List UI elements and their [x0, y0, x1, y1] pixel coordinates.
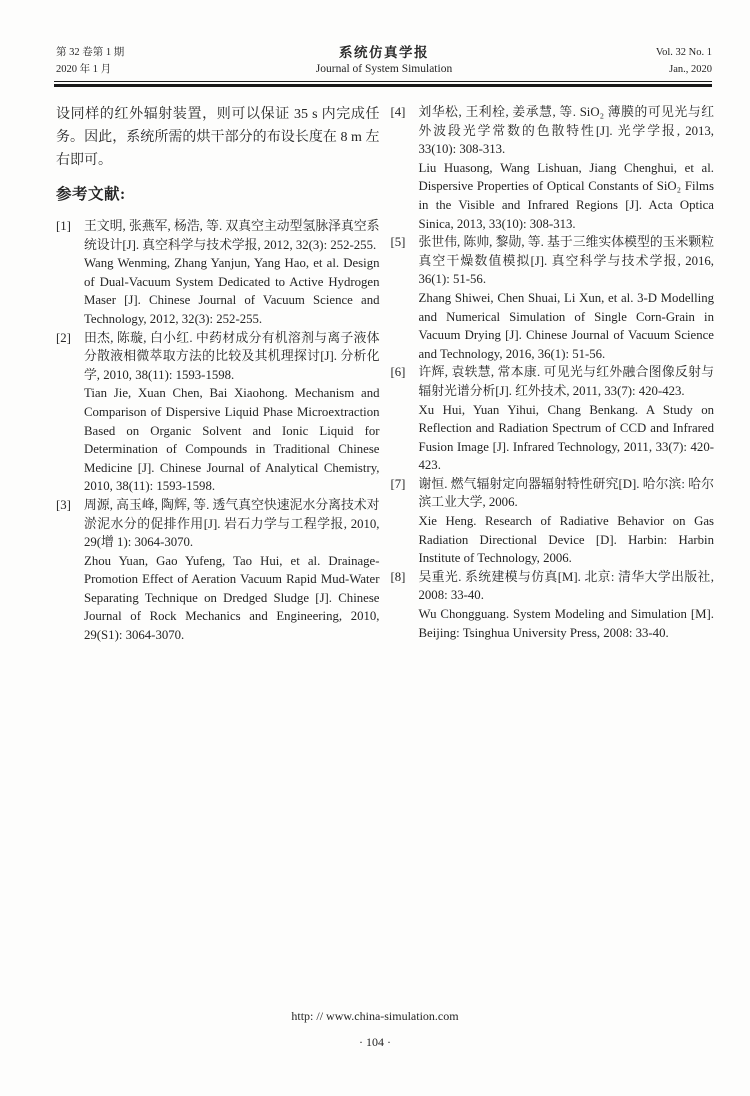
reference-text: [84, 496, 380, 645]
issue-number-zh: 第 32 卷第 1 期: [56, 47, 125, 58]
divider-thick-line: [54, 84, 712, 87]
reference-text-zh: 谢恒. 燃气辐射定向器辐射特性研究[D]. 哈尔滨: 哈尔滨工业大学, 2006.: [418, 476, 714, 510]
reference-text: [84, 217, 380, 329]
reference-text-en: Tian Jie, Xuan Chen, Bai Xiaohong. Mechanism and Comparison of Dispersive Liquid Phase Microextraction Based on Organic Solvent and Ionic Liquid for Determination of Compounds in Traditional Chinese Medicine [J]. Chinese Journal of Analytical Chemistry, 2010, 38(11): 1593-1598.: [84, 386, 380, 494]
journal-title-zh: 系统仿真学报: [339, 45, 429, 60]
right-column: [391, 103, 715, 645]
reference-text-en: Xie Heng. Research of Radiative Behavior on Gas Radiation Directional Device [D]. Harbin: Harbin Institute of Technology, 2006.: [418, 514, 714, 566]
journal-title-en: Journal of System Simulation: [315, 63, 453, 75]
references-heading: 参考文献:: [56, 186, 126, 203]
issue-date-en: Jan., 2020: [669, 64, 712, 75]
reference-item-7: [391, 475, 715, 568]
reference-text-en: Xu Hui, Yuan Yihui, Chang Benkang. A Study on Reflection and Radiation Spectrum of CCD and Infrared Fusion Image [J]. Infrared Technology, 2011, 33(7): 420-423.: [418, 402, 714, 473]
reference-text: [419, 103, 715, 233]
reference-id: [8]: [390, 569, 406, 584]
reference-text-zh: 田杰, 陈璇, 白小红. 中药材成分有机溶剂与离子液体分散液相微萃取方法的比较及其机理探讨[J]. 分析化学, 2010, 38(11): 1593-1598.: [84, 330, 380, 382]
reference-text: [419, 475, 715, 568]
header-divider-rule: [54, 81, 712, 87]
reference-id: [4]: [390, 105, 406, 119]
journal-header: [56, 44, 712, 78]
reference-text-en: Wang Wenming, Zhang Yanjun, Yang Hao, et al. Design of Dual-Vacuum System Dedicated to Active Hydrogen Maser [J]. Chinese Journal of Vacuum Science and Technology, 2012, 32(3): 252-255.: [84, 256, 380, 326]
volume-number-en: Vol. 32 No. 1: [655, 47, 712, 58]
header-volume-block: [562, 44, 712, 78]
reference-text-zh: 吴重光. 系统建模与仿真[M]. 北京: 清华大学出版社, 2008: 33-40.: [418, 569, 714, 603]
reference-text: [84, 329, 380, 496]
reference-item-3: [56, 496, 380, 645]
reference-text-zh: 张世伟, 陈帅, 黎勋, 等. 基于三维实体模型的玉米颗粒真空干燥数值模拟[J]. 真空科学与技术学报, 2016, 36(1): 51-56.: [418, 235, 714, 287]
left-column: [56, 103, 380, 645]
reference-id: [5]: [390, 235, 406, 250]
reference-item-4: [391, 103, 715, 233]
reference-item-5: [391, 233, 715, 363]
reference-id: [6]: [390, 365, 406, 380]
reference-text-zh: 刘华松, 王利栓, 姜承慧, 等. SiO₂ 薄膜的可见光与红外波段光学常数的色散特性[J]. 光学学报, 2013, 33(10): 308-313.: [418, 105, 714, 157]
reference-text-zh: 王文明, 张燕军, 杨浩, 等. 双真空主动型氢脉泽真空系统设计[J]. 真空科学与技术学报, 2012, 32(3): 252-255.: [84, 219, 380, 252]
reference-text-zh: 许辉, 袁轶慧, 常本康. 可见光与红外融合图像反射与辐射光谱分析[J]. 红外技术, 2011, 33(7): 420-423.: [418, 365, 714, 398]
reference-text: [419, 568, 715, 642]
page-footer: [0, 1007, 750, 1050]
page-body: [56, 103, 714, 645]
reference-item-8: [391, 568, 715, 642]
reference-item-2: [56, 329, 380, 496]
reference-id: [1]: [56, 219, 71, 233]
header-title-block: [206, 44, 562, 78]
reference-text-en: Zhang Shiwei, Chen Shuai, Li Xun, et al. 3-D Modelling and Numerical Simulation of Single Corn-Grain in Vacuum Drying [J]. Chinese Journal of Vacuum Science and Technology, 2016, 36(1): 51-56.: [418, 290, 714, 361]
reference-text: [419, 233, 715, 363]
reference-id: [3]: [56, 497, 71, 512]
issue-date-zh: 2020 年 1 月: [56, 64, 112, 75]
reference-text-en: Wu Chongguang. System Modeling and Simulation [M]. Beijing: Tsinghua University Press, 2008: 33-40.: [418, 607, 714, 640]
reference-text-en: Liu Huasong, Wang Lishuan, Jiang Chenghui, et al. Dispersive Properties of Optical Constants of SiO₂ Films in the Visible and Infrared Regions [J]. Acta Optica Sinica, 2013, 33(10): 308-313.: [418, 160, 714, 231]
reference-text-zh: 周源, 高玉峰, 陶辉, 等. 透气真空快速泥水分离技术对淤泥水分的促排作用[J]. 岩石力学与工程学报, 2010, 29(增 1): 3064-3070.: [84, 497, 380, 550]
closing-paragraph: 设同样的红外辐射装置，则可以保证 35 s 内完成任务。因此，系统所需的烘干部分的布设长度在 8 m 左右即可。: [56, 107, 380, 168]
header-issue-block: [56, 44, 206, 78]
reference-text-en: Zhou Yuan, Gao Yufeng, Tao Hui, et al. Drainage-Promotion Effect of Aeration Vacuum Rapid Mud-Water Separating Technique on Dredged Sludge [J]. Chinese Journal of Rock Mechanics and Engineering, 2010, 29(S1): 3064-3070.: [84, 553, 380, 643]
reference-item-6: [391, 363, 715, 475]
reference-text: [419, 363, 715, 475]
journal-website-url[interactable]: http: // www.china-simulation.com: [291, 1009, 459, 1023]
reference-item-1: [56, 217, 380, 329]
reference-id: [2]: [56, 330, 71, 345]
reference-id: [7]: [390, 476, 406, 491]
page-number: · 104 ·: [359, 1035, 391, 1049]
